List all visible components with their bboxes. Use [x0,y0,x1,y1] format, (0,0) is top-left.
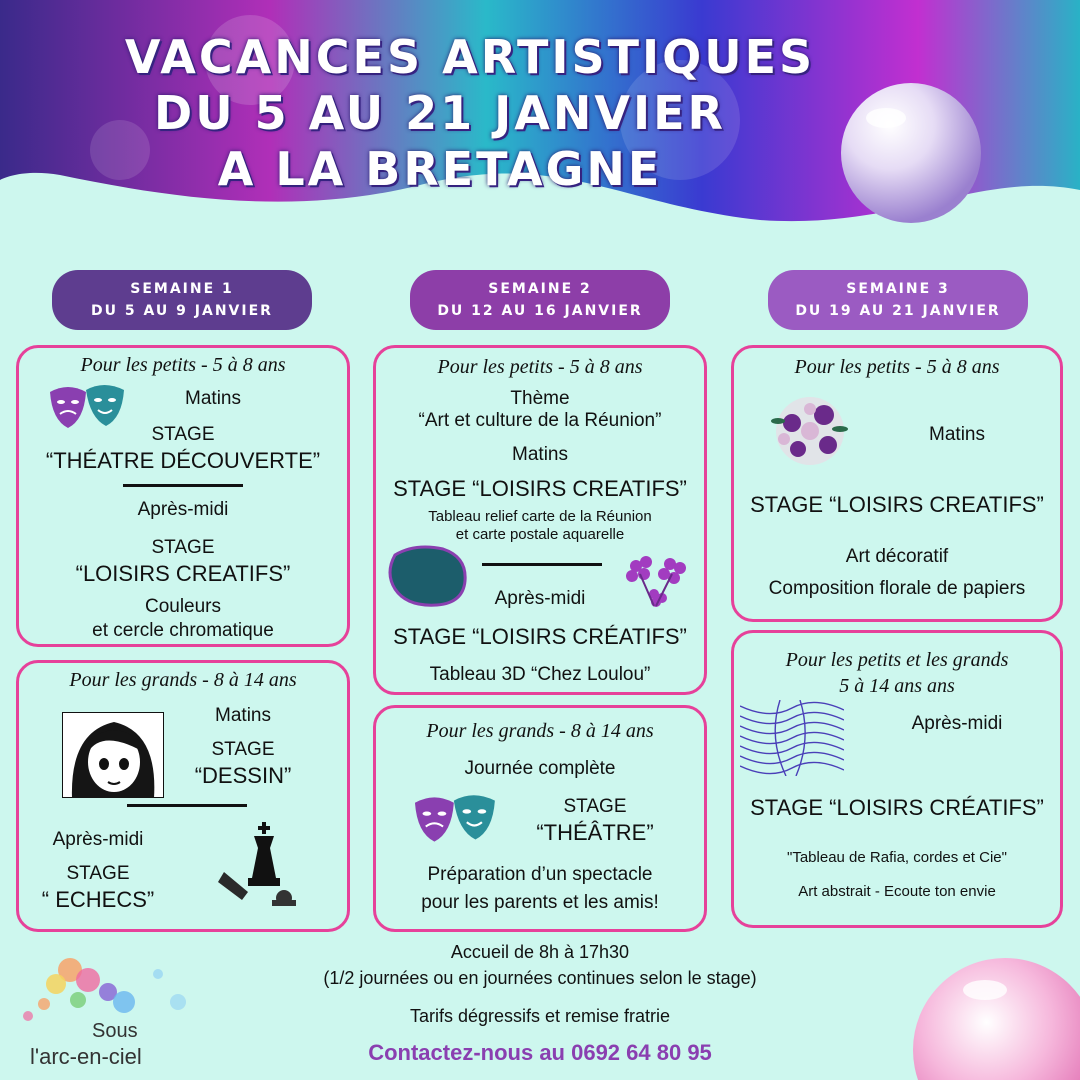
accueil-hours: Accueil de 8h à 17h30 [450,942,630,962]
description: Tableau 3D “Chez Loulou” [429,664,651,685]
description: Composition florale de papiers [768,578,1026,599]
stage-name: STAGE “LOISIRS CREATIFS” [393,476,687,501]
stage-name: “ ECHECS” [41,887,155,912]
divider [123,484,243,487]
title-line-1: VACANCES ARTISTIQUES [124,30,816,84]
session-time: Matins [512,444,568,465]
bubble-icon [905,950,1080,1080]
title-line-2: DU 5 AU 21 JANVIER [154,86,726,140]
week-3-dates: DU 19 AU 21 JANVIER [795,303,1001,319]
contact-phone[interactable]: Contactez-nous au 0692 64 80 95 [368,1040,712,1065]
week-3-tous-box [731,630,1063,928]
stage-label: STAGE [151,424,215,445]
description: Préparation d’un spectacle [427,864,653,885]
description: et cercle chromatique [92,620,274,641]
week-2-dates: DU 12 AU 16 JANVIER [437,303,643,319]
week-3-pill [768,270,1028,330]
week-1-label: SEMAINE 1 [130,281,234,297]
box-heading: Pour les petits - 5 à 8 ans [794,356,1000,378]
divider [127,804,247,807]
theatre-masks-icon [410,792,502,846]
session-time: Journée complète [464,758,616,779]
logo-line-2: l'arc-en-ciel [30,1044,142,1069]
description: Art décoratif [845,546,949,567]
stage-name: STAGE “LOISIRS CREATIFS” [750,492,1044,517]
title-line-3: A LA BRETAGNE [217,142,663,196]
chess-icon [218,818,300,910]
description: Tableau relief carte de la Réunion [428,508,652,525]
reunion-map-icon [385,543,471,609]
rainbow-bubbles-logo-icon [8,950,188,1030]
stage-name: “LOISIRS CREATIFS” [75,561,291,586]
abstract-lines-icon [740,700,844,776]
session-time: Matins [185,388,241,409]
stage-label: STAGE [563,796,627,817]
description: Couleurs [144,596,222,617]
box-heading: Pour les petits et les grands [785,649,1009,671]
description: et carte postale aquarelle [455,526,625,543]
logo-line-1: Sous [92,1020,138,1042]
paper-flowers-icon [768,393,852,469]
description: "Tableau de Rafia, cordes et Cie" [787,849,1007,866]
session-time: Matins [215,705,271,726]
session-time: Après-midi [494,588,586,609]
theme-label: Thème [510,388,570,409]
theme-name: “Art et culture de la Réunion” [418,410,662,431]
week-2-label: SEMAINE 2 [488,281,592,297]
session-time: Après-midi [911,713,1003,734]
manga-portrait-icon [62,712,164,798]
stage-name: STAGE “LOISIRS CRÉATIFS” [393,624,687,649]
stage-name: STAGE “LOISIRS CRÉATIFS” [750,795,1044,820]
stage-name: “THÉÂTRE” [536,820,654,845]
week-3-label: SEMAINE 3 [846,281,950,297]
tarifs: Tarifs dégressifs et remise fratrie [409,1006,671,1026]
description: pour les parents et les amis! [421,892,659,913]
divider [482,563,602,566]
stage-label: STAGE [211,739,275,760]
description: Art abstrait - Ecoute ton envie [798,883,996,900]
week-2-petits-box [373,345,707,695]
week-2-pill [410,270,670,330]
flowers-icon [620,550,696,608]
stage-name: “THÉATRE DÉCOUVERTE” [45,448,321,473]
session-time: Après-midi [137,499,229,520]
box-heading-ages: 5 à 14 ans ans [839,675,955,697]
box-heading: Pour les petits - 5 à 8 ans [437,356,643,378]
accueil-detail: (1/2 journées ou en journées continues selon le stage) [323,968,757,988]
theatre-masks-icon [46,382,130,432]
week-1-dates: DU 5 AU 9 JANVIER [91,303,273,319]
stage-name: “DESSIN” [194,763,292,788]
box-heading: Pour les grands - 8 à 14 ans [426,720,654,742]
stage-label: STAGE [66,863,130,884]
week-3-petits-box [731,345,1063,622]
session-time: Après-midi [52,829,144,850]
week-1-pill [52,270,312,330]
box-heading: Pour les grands - 8 à 14 ans [69,669,297,691]
box-heading: Pour les petits - 5 à 8 ans [80,354,286,376]
stage-label: STAGE [151,537,215,558]
session-time: Matins [929,424,985,445]
